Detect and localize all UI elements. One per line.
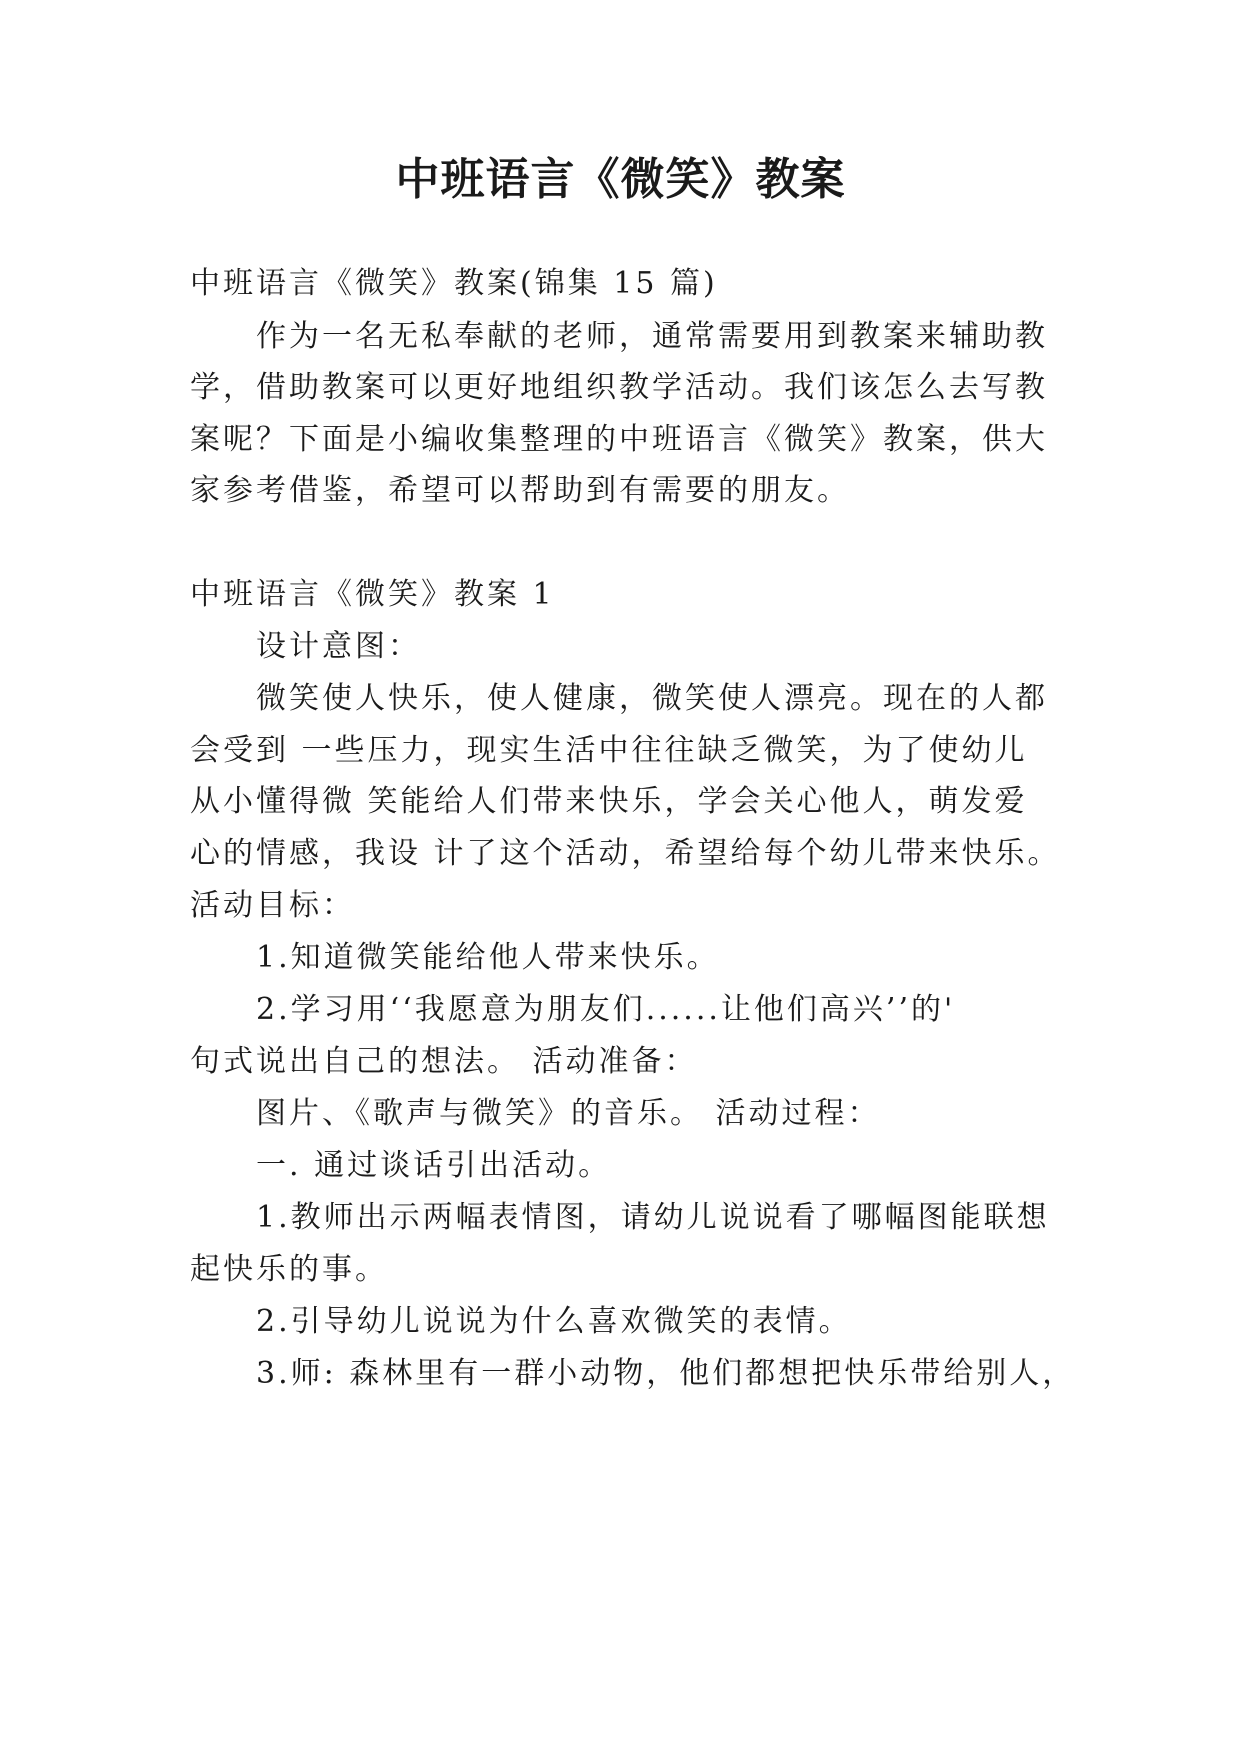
body-line: 2.引导幼儿说说为什么喜欢微笑的表情。 [256,1304,852,1339]
body-line: 2.学习用‘‘我愿意为朋友们......让他们高兴’’的' [256,992,956,1027]
section-heading: 中班语言《微笑》教案 1 [190,577,555,612]
body-line: 图片、《歌声与微笑》的音乐。 活动过程： [256,1096,881,1131]
body-line: 设计意图： [256,629,421,664]
document-title: 中班语言《微笑》教案 [395,154,846,205]
body-line: 活动目标： [190,888,355,923]
body-line: 会受到 一些压力，现实生活中往往缺乏微笑，为了使幼儿 [190,733,1028,768]
intro-line: 案呢？下面是小编收集整理的中班语言《微笑》教案，供大 [190,422,1048,457]
subtitle-line: 中班语言《微笑》教案(锦集 15 篇) [190,266,718,301]
body-line: 微笑使人快乐，使人健康，微笑使人漂亮。现在的人都 [256,681,1048,716]
body-line: 1.知道微笑能给他人带来快乐。 [256,940,720,975]
intro-line: 作为一名无私奉献的老师，通常需要用到教案来辅助教 [256,319,1048,354]
intro-line: 家参考借鉴，希望可以帮助到有需要的朋友。 [190,473,850,508]
body-line: 起快乐的事。 [190,1252,388,1287]
body-line: 1.教师出示两幅表情图，请幼儿说说看了哪幅图能联想 [256,1200,1050,1235]
body-line: 3.师: 森林里有一群小动物，他们都想把快乐带给别人， [256,1356,1076,1391]
body-line: 句式说出自己的想法。 活动准备： [190,1044,698,1079]
body-line: 从小懂得微 笑能给人们带来快乐，学会关心他人，萌发爱 [190,784,1028,819]
body-line: 一. 通过谈话引出活动。 [256,1148,612,1183]
intro-line: 学，借助教案可以更好地组织教学活动。我们该怎么去写教 [190,370,1048,405]
body-line: 心的情感，我设 计了这个活动，希望给每个幼儿带来快乐。 [190,836,1061,871]
